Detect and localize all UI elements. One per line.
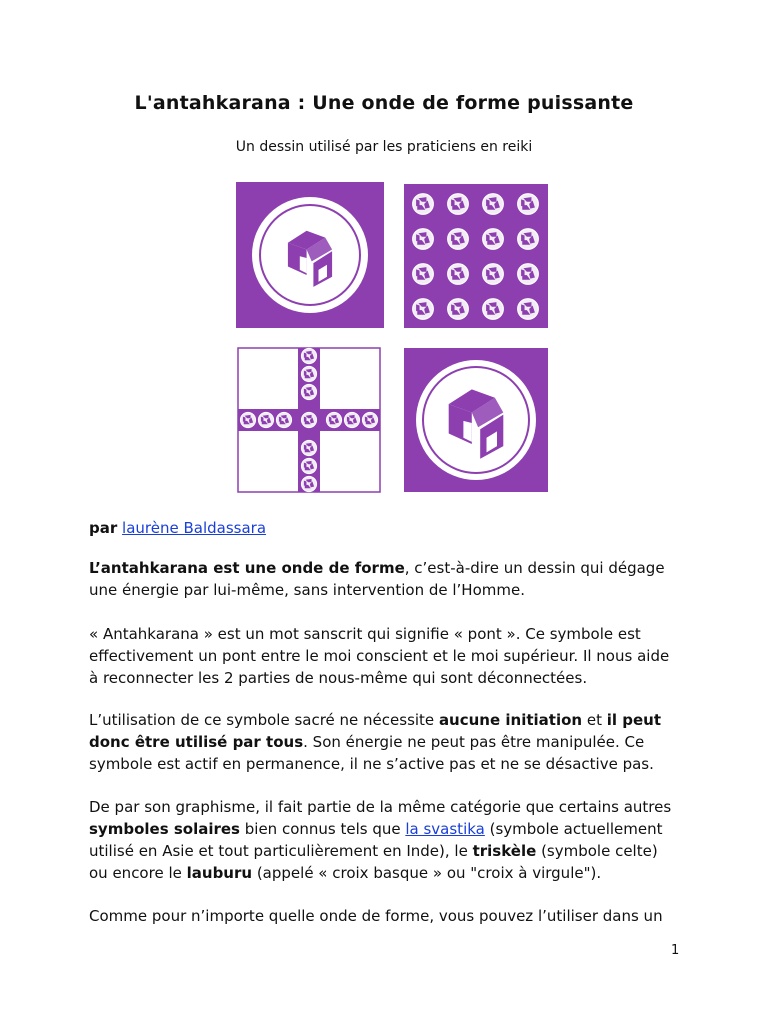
mini-symbol-icon: [483, 194, 504, 215]
line: Comme pour n’importe quelle onde de forme, vous pouvez l’utiliser dans un: [89, 907, 663, 925]
paragraph-2: [89, 623, 689, 689]
mini-symbol-icon: [301, 366, 316, 381]
byline: [89, 519, 266, 537]
mini-symbol-icon: [344, 412, 359, 427]
line: « Antahkarana » est un mot sanscrit qui signifie « pont ». Ce symbole est: [89, 625, 641, 643]
line: [89, 862, 689, 884]
mini-symbol-icon: [518, 299, 539, 320]
mini-symbol-icon: [518, 229, 539, 250]
page-number: 1: [671, 943, 680, 958]
mini-symbol-icon: [326, 412, 341, 427]
mini-symbol-icon: [518, 194, 539, 215]
mini-symbol-icon: [483, 229, 504, 250]
mini-symbol-icon: [448, 299, 469, 320]
mini-symbol-icon: [483, 299, 504, 320]
mini-symbol-icon: [301, 440, 316, 455]
page-subtitle: Un dessin utilisé par les praticiens en reiki: [235, 139, 533, 155]
mini-symbol-icon: [413, 194, 434, 215]
line: [89, 731, 689, 753]
text: ou encore le: [89, 864, 187, 882]
mini-symbol-icon: [413, 229, 434, 250]
text: bien connus tels que: [239, 820, 406, 838]
panel-large-symbol: [236, 182, 384, 328]
text: et: [582, 711, 607, 729]
line: [89, 709, 689, 731]
text: L’utilisation de ce symbole sacré ne nécessite: [89, 711, 439, 729]
line: De par son graphisme, il fait partie de la même catégorie que certains autres: [89, 798, 672, 816]
text: . Son énergie ne peut pas être manipulée. Ce: [303, 733, 645, 751]
text: (symbole actuellement: [484, 820, 663, 838]
text: (symbole celte): [536, 842, 658, 860]
mini-symbol-icon: [276, 412, 291, 427]
mini-symbol-icon: [301, 348, 316, 363]
mini-symbol-icon: [301, 384, 316, 399]
byline-prefix: par: [89, 519, 118, 537]
antahkarana-figure: [234, 180, 554, 498]
bold-text: triskèle: [472, 842, 537, 860]
mini-symbol-icon: [448, 229, 469, 250]
author-link[interactable]: laurène Baldassara: [122, 519, 267, 537]
bold-text: aucune initiation: [438, 711, 583, 729]
panel-grid-symbols: [404, 184, 548, 328]
mini-symbol-icon: [240, 412, 255, 427]
line: symbole est actif en permanence, il ne s’active pas et ne se désactive pas.: [89, 755, 654, 773]
mini-symbol-icon: [448, 194, 469, 215]
bold-text: donc être utilisé par tous: [89, 733, 304, 751]
mini-symbol-icon: [301, 412, 316, 427]
mini-symbol-icon: [518, 264, 539, 285]
panel-large-symbol-2: [404, 348, 548, 492]
mini-symbol-icon: [362, 412, 377, 427]
panel-cross-symbols: [238, 348, 380, 492]
line: effectivement un pont entre le moi conscient et le moi supérieur. Il nous aide: [89, 647, 670, 665]
svastika-link[interactable]: la svastika: [405, 820, 485, 838]
line: [89, 557, 689, 579]
bold-text: L’antahkarana est une onde de forme: [89, 559, 405, 577]
text: , c’est-à-dire un dessin qui dégage: [404, 559, 665, 577]
line: à reconnecter les 2 parties de nous-même qui sont déconnectées.: [89, 669, 588, 687]
text: (appelé « croix basque » ou "croix à virgule").: [252, 864, 602, 882]
paragraph-3: [89, 709, 689, 775]
mini-symbol-icon: [301, 458, 316, 473]
line: une énergie par lui-même, sans intervention de l’Homme.: [89, 581, 525, 599]
mini-symbol-icon: [258, 412, 273, 427]
mini-symbol-icon: [301, 476, 316, 491]
mini-symbol-icon: [413, 264, 434, 285]
paragraph-5: [89, 905, 689, 927]
paragraph-1: [89, 557, 689, 601]
line: [89, 840, 689, 862]
bold-text: symboles solaires: [89, 820, 240, 838]
mini-symbol-icon: [413, 299, 434, 320]
bold-text: lauburu: [186, 864, 253, 882]
paragraph-4: [89, 796, 689, 884]
bold-text: il peut: [606, 711, 661, 729]
page-title: L'antahkarana : Une onde de forme puissante: [134, 92, 634, 114]
line: [89, 818, 689, 840]
mini-symbol-icon: [448, 264, 469, 285]
mini-symbol-icon: [483, 264, 504, 285]
text: utilisé en Asie et tout particulièrement en Inde), le: [89, 842, 473, 860]
